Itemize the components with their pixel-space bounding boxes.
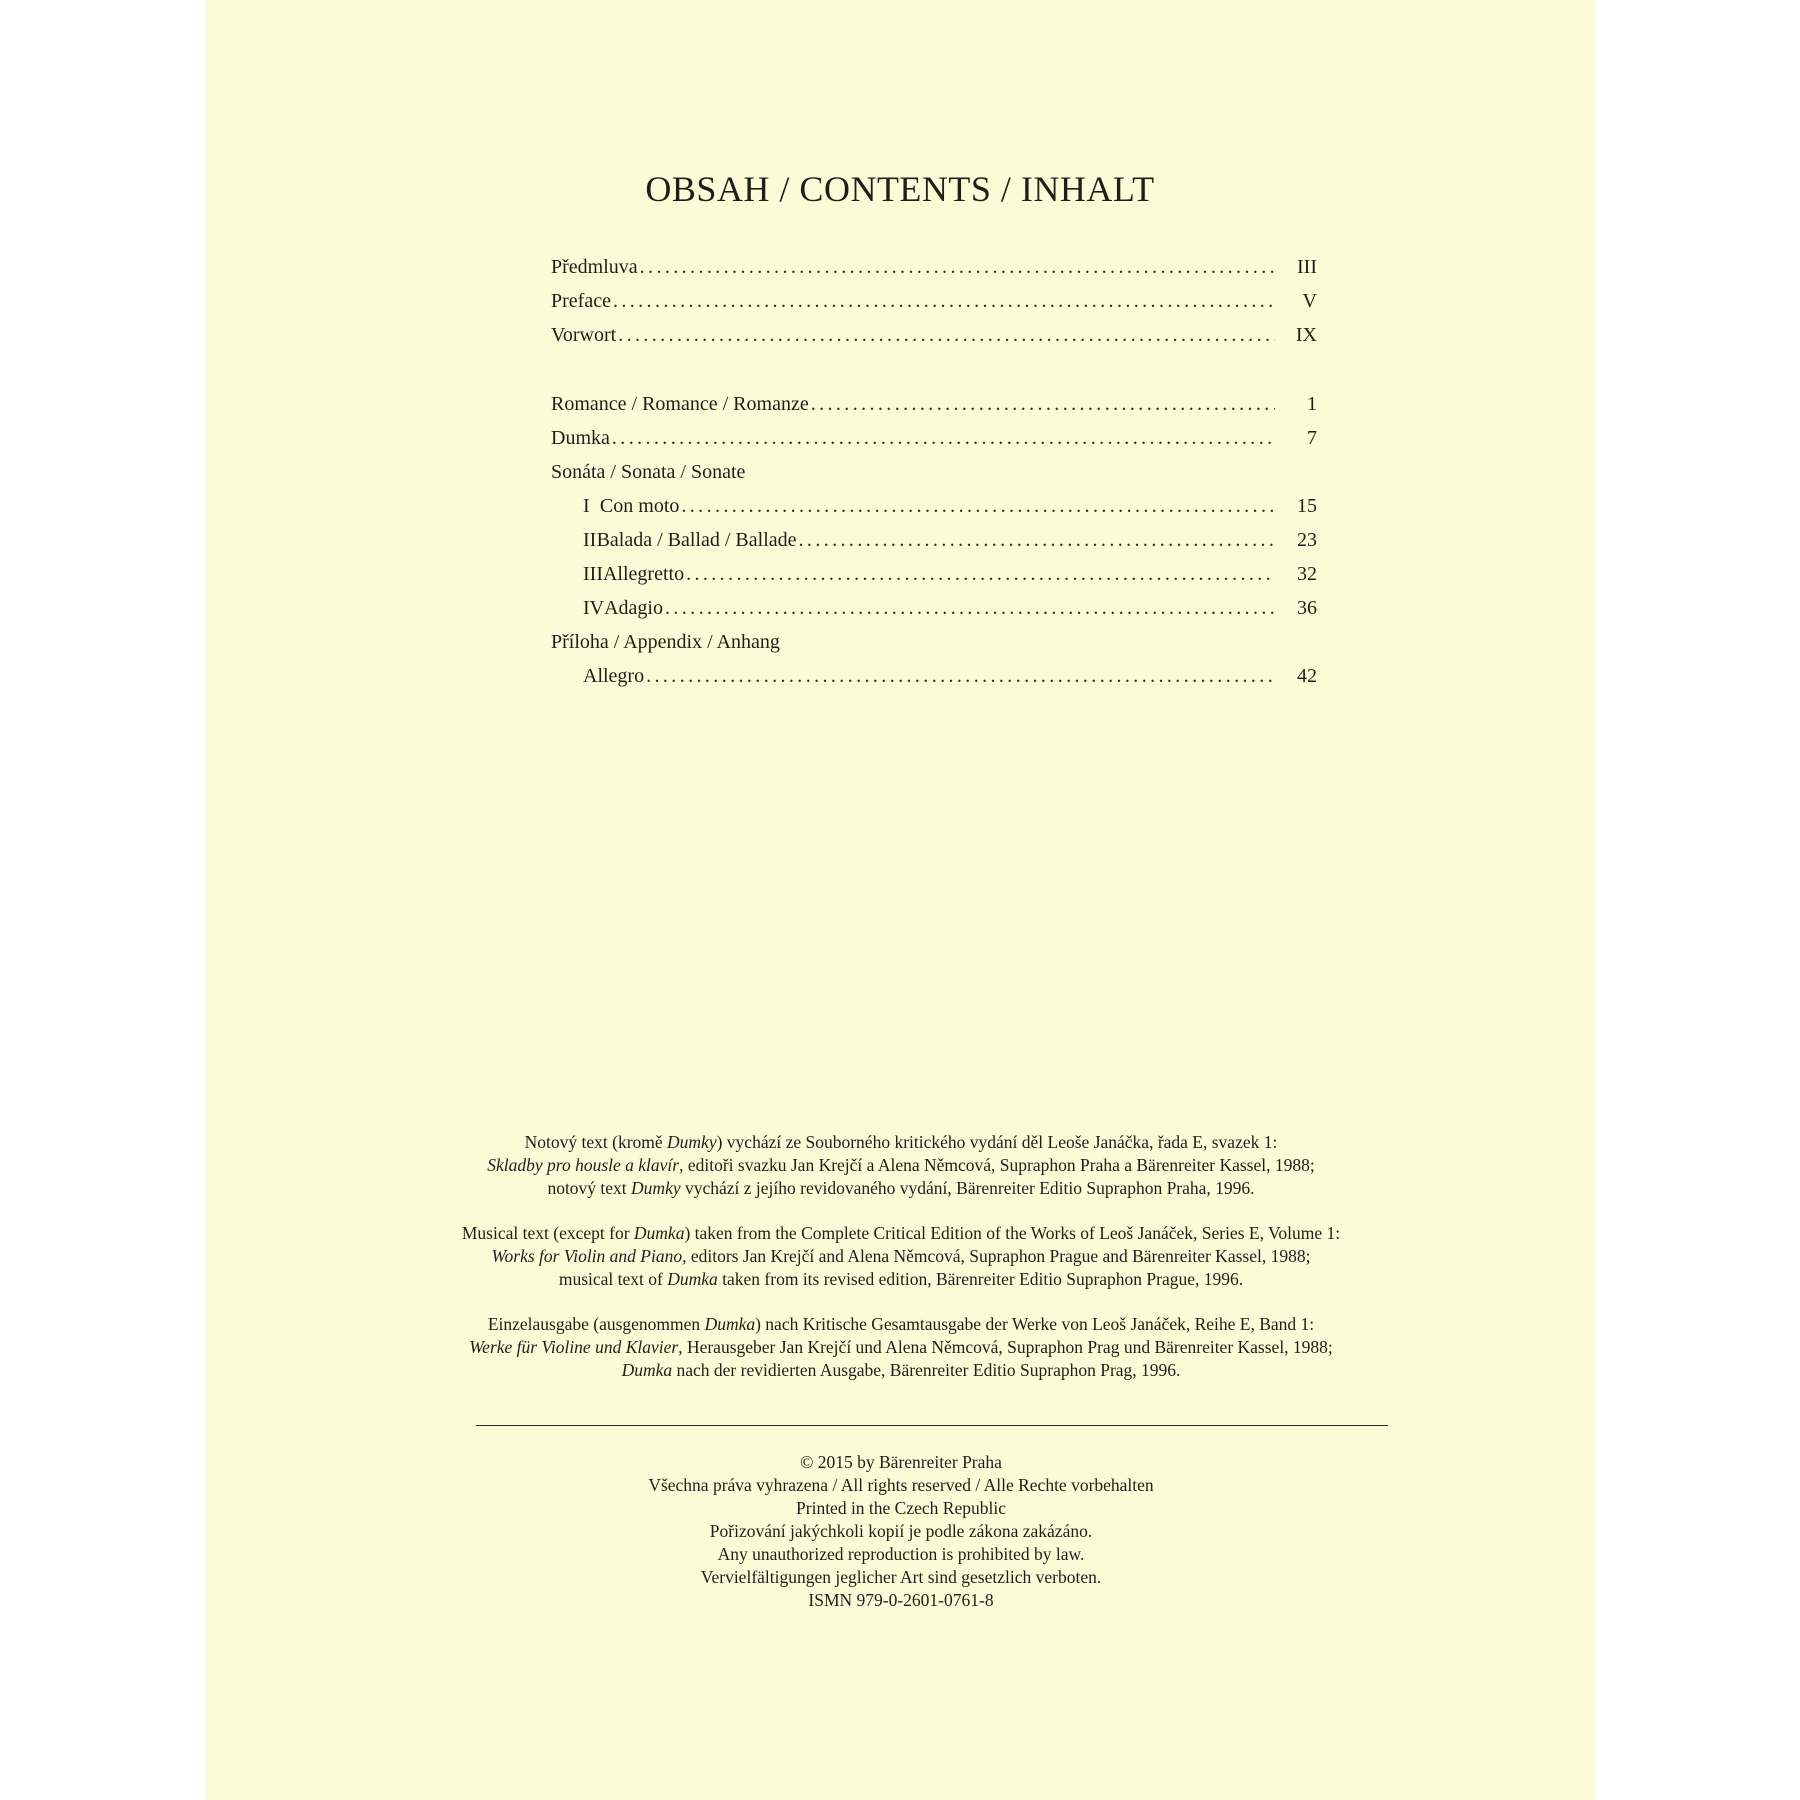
toc-entry-romance [551,387,1317,421]
imprint-notice-de: Vervielfältigungen jeglicher Art sind gesetzlich verboten. [700,1567,1102,1587]
toc-page-number: 1 [1307,393,1317,415]
credit-line [206,1245,1596,1268]
credit-italic: Skladby pro housle a klavír [487,1155,680,1175]
toc-label: Předmluva [551,256,638,278]
credit-text: vychází z jejího revidovaného vydání, Bärenreiter Editio Supraphon Praha, 1996. [680,1178,1255,1198]
leader-dots [686,557,1275,591]
divider [476,1425,1388,1426]
toc-page-number: 32 [1297,563,1317,585]
leader-dots [613,284,1275,318]
credit-italic: Dumka [704,1314,756,1334]
imprint-notice-en: Any unauthorized reproduction is prohibited by law. [717,1544,1085,1564]
toc-entry-allegro [583,659,1317,693]
imprint-rights: Všechna práva vyhrazena / All rights reserved / Alle Rechte vorbehalten [648,1475,1154,1495]
credit-text: taken from its revised edition, Bärenreiter Editio Supraphon Prague, 1996. [717,1269,1244,1289]
credit-italic: Dumka [621,1360,673,1380]
credits-english [206,1222,1596,1291]
leader-dots [646,659,1275,693]
toc-page-number: 7 [1307,427,1317,449]
toc-page-number: 23 [1297,529,1317,551]
toc-entry-vorwort [551,318,1317,352]
credit-text: notový text [547,1178,632,1198]
movement-number: IV [583,597,605,619]
credit-italic: Dumky [667,1132,717,1152]
credits-german [206,1313,1596,1382]
toc-page-number: V [1302,290,1317,312]
toc-page-number: 36 [1297,597,1317,619]
credit-text: musical text of [558,1269,668,1289]
credit-text: ) taken from the Complete Critical Edition of the Works of Leoš Janáček, Series E, Volume 1: [684,1223,1341,1243]
toc-page-number: IX [1295,324,1317,346]
toc-page-number: 42 [1297,665,1317,687]
toc-heading-sonata [551,455,1317,489]
movement-number: I [583,495,590,517]
leader-dots [811,387,1275,421]
toc-label: Preface [551,290,611,312]
imprint-printed: Printed in the Czech Republic [796,1498,1006,1518]
toc-entry-dumka [551,421,1317,455]
toc-entry-movement-2 [583,523,1317,557]
toc-label: Adagio [604,597,663,619]
credit-line [206,1359,1596,1382]
toc-label: Vorwort [551,324,617,346]
credit-text: ) nach Kritische Gesamtausgabe der Werke von Leoš Janáček, Reihe E, Band 1: [755,1314,1315,1334]
credit-text: nach der revidierten Ausgabe, Bärenreiter Editio Supraphon Prag, 1996. [672,1360,1181,1380]
imprint-notice-cz: Pořizování jakýchkoli kopií je podle zákona zakázáno. [709,1521,1093,1541]
credit-line [206,1313,1596,1336]
credit-italic: Dumka [667,1269,718,1289]
toc-label: Con moto [599,495,680,517]
leader-dots [618,318,1275,352]
toc-label: Sonáta / Sonata / Sonate [551,461,746,483]
leader-dots [612,421,1275,455]
credit-line [206,1336,1596,1359]
toc-label: Dumka [551,427,610,449]
credit-text: Einzelausgabe (ausgenommen [487,1314,705,1334]
toc-label: Romance / Romance / Romanze [551,393,809,415]
movement-number: III [583,563,603,585]
credit-text: Musical text (except for [461,1223,634,1243]
toc-page-number: III [1297,256,1317,278]
toc-label: Příloha / Appendix / Anhang [551,631,780,653]
toc-entry-predmluva [551,250,1317,284]
credit-italic: Works for Violin and Piano [491,1246,683,1266]
credit-italic: Dumky [631,1178,681,1198]
toc-label: Balada / Ballad / Ballade [596,529,797,551]
credit-italic: Werke für Violine und Klavier [469,1337,679,1357]
leader-dots [799,523,1275,557]
credit-line [206,1222,1596,1245]
leader-dots [665,591,1275,625]
imprint [206,1451,1596,1612]
toc-entry-movement-3 [583,557,1317,591]
leader-dots [681,489,1275,523]
page-title: OBSAH / CONTENTS / INHALT [645,169,1155,209]
toc-label: Allegretto [602,563,685,585]
movement-number: II [583,529,597,551]
credits-czech [206,1131,1596,1200]
credit-text: ) vychází ze Souborného kritického vydání děl Leoše Janáčka, řada E, svazek 1: [716,1132,1278,1152]
credit-line [206,1177,1596,1200]
credit-line [206,1154,1596,1177]
imprint-ismn: ISMN 979-0-2601-0761-8 [808,1590,994,1610]
credit-text: , editors Jan Krejčí and Alena Němcová, Supraphon Prague and Bärenreiter Kassel, 1988; [682,1246,1311,1266]
credit-text: Notový text (kromě [524,1132,668,1152]
toc-entry-preface [551,284,1317,318]
credit-line [206,1268,1596,1291]
credit-italic: Dumka [633,1223,685,1243]
toc-entry-movement-4 [583,591,1317,625]
credit-text: , editoři svazku Jan Krejčí a Alena Němcová, Supraphon Praha a Bärenreiter Kassel, 1988; [679,1155,1315,1175]
toc-entry-movement-1 [583,489,1317,523]
credit-text: , Herausgeber Jan Krejčí und Alena Němcová, Supraphon Prag und Bärenreiter Kassel, 1988; [678,1337,1333,1357]
toc-label: Allegro [583,665,645,687]
toc-heading-appendix [551,625,1317,659]
credit-line [206,1131,1596,1154]
imprint-copyright: © 2015 by Bärenreiter Praha [800,1452,1002,1472]
toc-page-number: 15 [1297,495,1317,517]
leader-dots [640,250,1275,284]
